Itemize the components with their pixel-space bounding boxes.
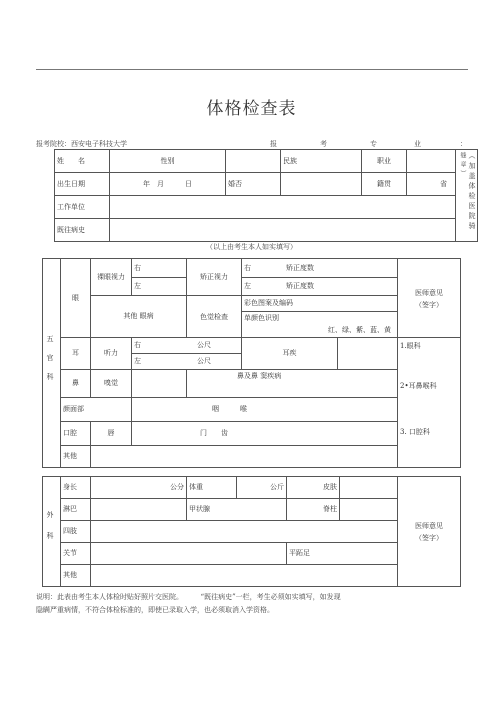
spine-label: 脊柱 bbox=[287, 499, 340, 521]
history-label: 既往病史 bbox=[55, 219, 110, 242]
spine-field[interactable] bbox=[340, 499, 398, 521]
doctor-opinion-label: 医师意见 bbox=[415, 289, 443, 297]
color-vision-label: 色觉检查 bbox=[187, 296, 242, 338]
mono-color-field[interactable] bbox=[242, 312, 398, 338]
surgery-doctor-label: 医师意见 bbox=[415, 521, 443, 530]
teeth-label: 门 齿 bbox=[132, 422, 398, 446]
gender-label: 性别 bbox=[110, 150, 226, 173]
facial-exam-table bbox=[42, 258, 461, 468]
birth-label: 出生日期 bbox=[55, 173, 110, 196]
name-label: 姓 名 bbox=[55, 150, 110, 173]
naked-left-field[interactable]: 左 bbox=[132, 278, 187, 296]
surgery-section-label: 外科 bbox=[43, 477, 61, 587]
school-label: 报考院校：西安电子科技大学 bbox=[36, 140, 127, 148]
limbs-field[interactable] bbox=[91, 521, 398, 543]
facial-doctor-opinion bbox=[398, 259, 461, 338]
work-label: 工作单位 bbox=[55, 196, 110, 219]
native-label: 籍贯 bbox=[362, 173, 407, 196]
lymph-field[interactable] bbox=[91, 499, 187, 521]
gender-value[interactable] bbox=[226, 150, 281, 173]
top-rule bbox=[36, 69, 468, 70]
surgery-doctor-opinion bbox=[398, 477, 461, 587]
surgery-sign-label: （签字） bbox=[415, 533, 443, 542]
major-label-char: 专 bbox=[370, 140, 377, 148]
seal-cell bbox=[456, 150, 478, 242]
height-unit: 公分 bbox=[91, 477, 187, 499]
major-label-char: 考 bbox=[320, 140, 327, 148]
surgery-other-label: 其他 bbox=[61, 565, 91, 587]
major-label-char: 业 bbox=[414, 140, 421, 148]
color-plate-field[interactable]: 彩色图案及编码 bbox=[242, 296, 398, 312]
hearing-label: 听力 bbox=[91, 338, 132, 370]
nasal-disease-label: 鼻及鼻 窦疾病 bbox=[187, 370, 398, 398]
explanation-line-2: 隐瞒严重病情，不符合体检标准的，即使已录取入学，也必须取消入学资格。 bbox=[36, 606, 274, 614]
skin-label: 皮肤 bbox=[287, 477, 340, 499]
facial-section-label: 五官科 bbox=[43, 259, 61, 468]
history-field[interactable] bbox=[110, 219, 456, 242]
dept-oral: 3. 口腔科 bbox=[400, 428, 430, 436]
hearing-right-field[interactable]: 右 公尺 bbox=[132, 338, 242, 354]
height-label: 身长 bbox=[61, 477, 91, 499]
surgery-exam-table bbox=[42, 476, 461, 587]
basic-info-table bbox=[54, 149, 478, 242]
face-label: 颜面部 bbox=[61, 398, 132, 422]
nose-label: 鼻 bbox=[61, 370, 91, 398]
left-correction-field[interactable]: 左 矫正度数 bbox=[242, 278, 398, 296]
work-field[interactable] bbox=[110, 196, 456, 219]
lymph-label: 淋巴 bbox=[61, 499, 91, 521]
seal-text-2: 缝章） bbox=[459, 152, 466, 179]
ear-disease-label: 耳疾 bbox=[242, 338, 338, 370]
dept-ent: 2•耳鼻喉科 bbox=[400, 382, 437, 390]
surgery-other-field[interactable] bbox=[91, 565, 398, 587]
eye-label: 眼 bbox=[61, 259, 91, 338]
throat-label: 咽 喉 bbox=[132, 398, 398, 422]
naked-right-field[interactable]: 右 bbox=[132, 259, 187, 278]
weight-unit: 公斤 bbox=[237, 477, 287, 499]
color-list: 红、绿、紫、蓝、黄 bbox=[328, 326, 391, 334]
major-label-char: ： bbox=[460, 140, 467, 148]
seal-text: （加盖体检医院骑 bbox=[468, 152, 476, 232]
naked-vision-label: 裸眼视力 bbox=[91, 259, 132, 296]
weight-label: 体重 bbox=[187, 477, 237, 499]
lip-label: 唇 bbox=[91, 422, 132, 446]
thyroid-label: 甲状腺 bbox=[187, 499, 287, 521]
explanation-line-1: 说明：此表由考生本人体检时贴好照片交医院。 “既往病史”一栏，考生必须如实填写，如发现 bbox=[36, 593, 341, 601]
other-eye-disease-label: 其他 眼病 bbox=[91, 296, 187, 338]
smell-label: 嗅觉 bbox=[91, 370, 132, 398]
limbs-label: 四肢 bbox=[61, 521, 91, 543]
ethnicity-label: 民族 bbox=[281, 150, 362, 173]
occupation-value[interactable] bbox=[407, 150, 456, 173]
smell-field[interactable] bbox=[132, 370, 187, 398]
ear-disease-field[interactable] bbox=[338, 338, 398, 370]
skin-field[interactable] bbox=[340, 477, 398, 499]
mouth-label: 口腔 bbox=[61, 422, 91, 446]
joints-label: 关节 bbox=[61, 543, 91, 565]
hearing-left-field[interactable]: 左 公尺 bbox=[132, 354, 242, 370]
doctor-sign-label: （签字） bbox=[415, 301, 443, 309]
occupation-label: 职业 bbox=[362, 150, 407, 173]
marriage-value[interactable] bbox=[281, 173, 362, 196]
ear-label: 耳 bbox=[61, 338, 91, 370]
province-field[interactable]: 省 bbox=[407, 173, 456, 196]
right-correction-field[interactable]: 右 矫正度数 bbox=[242, 259, 398, 278]
dept-eye: 1.眼科 bbox=[400, 342, 421, 350]
facial-other-field[interactable] bbox=[91, 446, 461, 468]
page-title: 体格检查表 bbox=[206, 99, 297, 119]
self-fill-note: （以上由考生本人如实填写） bbox=[206, 243, 297, 251]
corrected-vision-label: 矫正视力 bbox=[187, 259, 242, 296]
major-label-char: 报 bbox=[270, 140, 277, 148]
facial-other-label: 其他 bbox=[61, 446, 91, 468]
flatfoot-label: 平跖足 bbox=[287, 543, 398, 565]
mono-color-label: 单颜色识别 bbox=[244, 314, 279, 322]
birth-date-field[interactable]: 年 月 日 bbox=[110, 173, 226, 196]
joints-field[interactable] bbox=[91, 543, 287, 565]
marriage-label: 婚否 bbox=[226, 173, 281, 196]
